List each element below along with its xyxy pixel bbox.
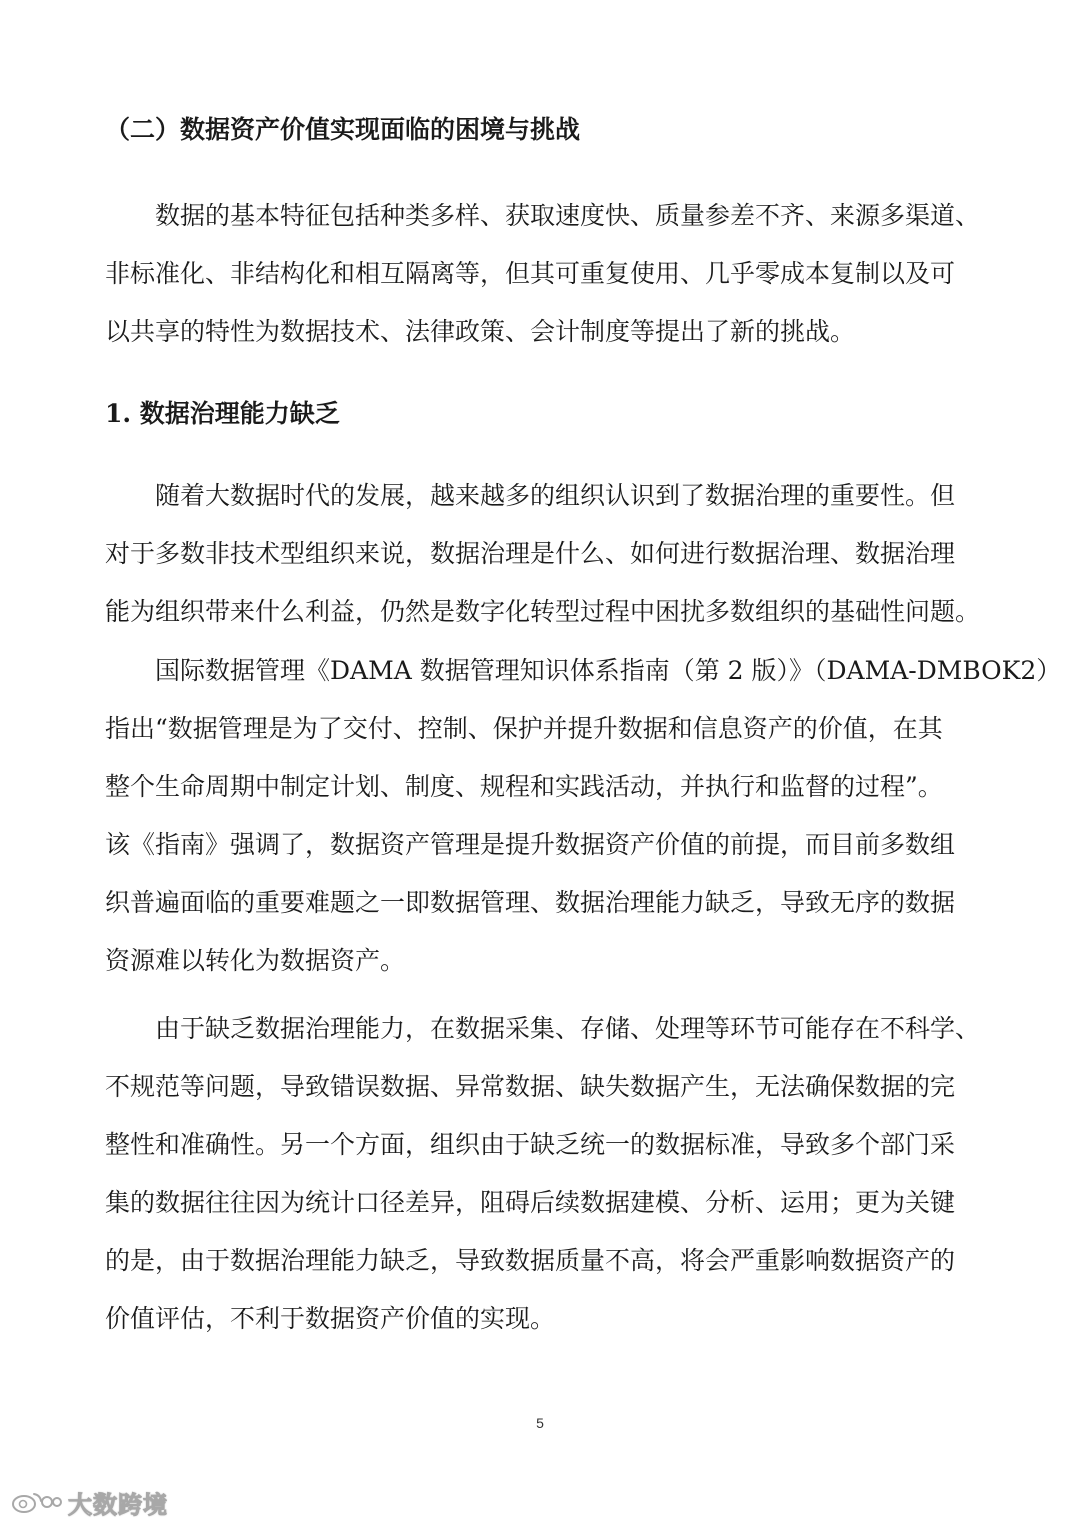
subsection-heading: 1. 数据治理能力缺乏 bbox=[105, 399, 340, 428]
section-heading: （二）数据资产价值实现面临的困境与挑战 bbox=[105, 115, 581, 144]
text-line: 由于缺乏数据治理能力，在数据采集、存储、处理等环节可能存在不科学、 bbox=[155, 1014, 981, 1043]
paragraph-2 bbox=[105, 642, 1062, 990]
weibo-logo-icon bbox=[10, 1489, 62, 1515]
text-line: 的是，由于数据治理能力缺乏，导致数据质量不高，将会严重影响数据资产的 bbox=[105, 1246, 956, 1275]
text-line: 整个生命周期中制定计划、制度、规程和实践活动，并执行和监督的过程”。 bbox=[105, 772, 943, 801]
page-number: 5 bbox=[536, 1415, 544, 1431]
paragraph-3 bbox=[105, 1000, 981, 1348]
text-line: 指出“数据管理是为了交付、控制、保护并提升数据和信息资产的价值，在其 bbox=[105, 714, 943, 743]
text-line: 价值评估，不利于数据资产价值的实现。 bbox=[105, 1304, 556, 1333]
text-line: 以共享的特性为数据技术、法律政策、会计制度等提出了新的挑战。 bbox=[105, 317, 856, 346]
text-line: 随着大数据时代的发展，越来越多的组织认识到了数据治理的重要性。但 bbox=[155, 481, 956, 510]
text-line: 整性和准确性。另一个方面，组织由于缺乏统一的数据标准，导致多个部门采 bbox=[105, 1130, 956, 1159]
text-line: 资源难以转化为数据资产。 bbox=[105, 946, 406, 975]
text-line: 集的数据往往因为统计口径差异，阻碍后续数据建模、分析、运用；更为关键 bbox=[105, 1188, 956, 1217]
text-line: 能为组织带来什么利益，仍然是数字化转型过程中困扰多数组织的基础性问题。 bbox=[105, 597, 981, 626]
text-line: 数据的基本特征包括种类多样、获取速度快、质量参差不齐、来源多渠道、 bbox=[155, 201, 981, 230]
text-line: 国际数据管理《DAMA 数据管理知识体系指南（第 2 版）》（DAMA-DMBOK2） bbox=[155, 656, 1062, 685]
text-line: 不规范等问题，导致错误数据、异常数据、缺失数据产生，无法确保数据的完 bbox=[105, 1072, 956, 1101]
intro-paragraph bbox=[105, 187, 981, 361]
watermark bbox=[10, 1486, 168, 1518]
text-line: 非标准化、非结构化和相互隔离等，但其可重复使用、几乎零成本复制以及可 bbox=[105, 259, 956, 288]
text-line: 该《指南》强调了，数据资产管理是提升数据资产价值的前提，而目前多数组 bbox=[105, 830, 956, 859]
text-line: 对于多数非技术型组织来说，数据治理是什么、如何进行数据治理、数据治理 bbox=[105, 539, 956, 568]
text-line: 织普遍面临的重要难题之一即数据管理、数据治理能力缺乏，导致无序的数据 bbox=[105, 888, 956, 917]
watermark-text: 大数跨境 bbox=[68, 1490, 168, 1519]
paragraph-1 bbox=[105, 467, 981, 641]
